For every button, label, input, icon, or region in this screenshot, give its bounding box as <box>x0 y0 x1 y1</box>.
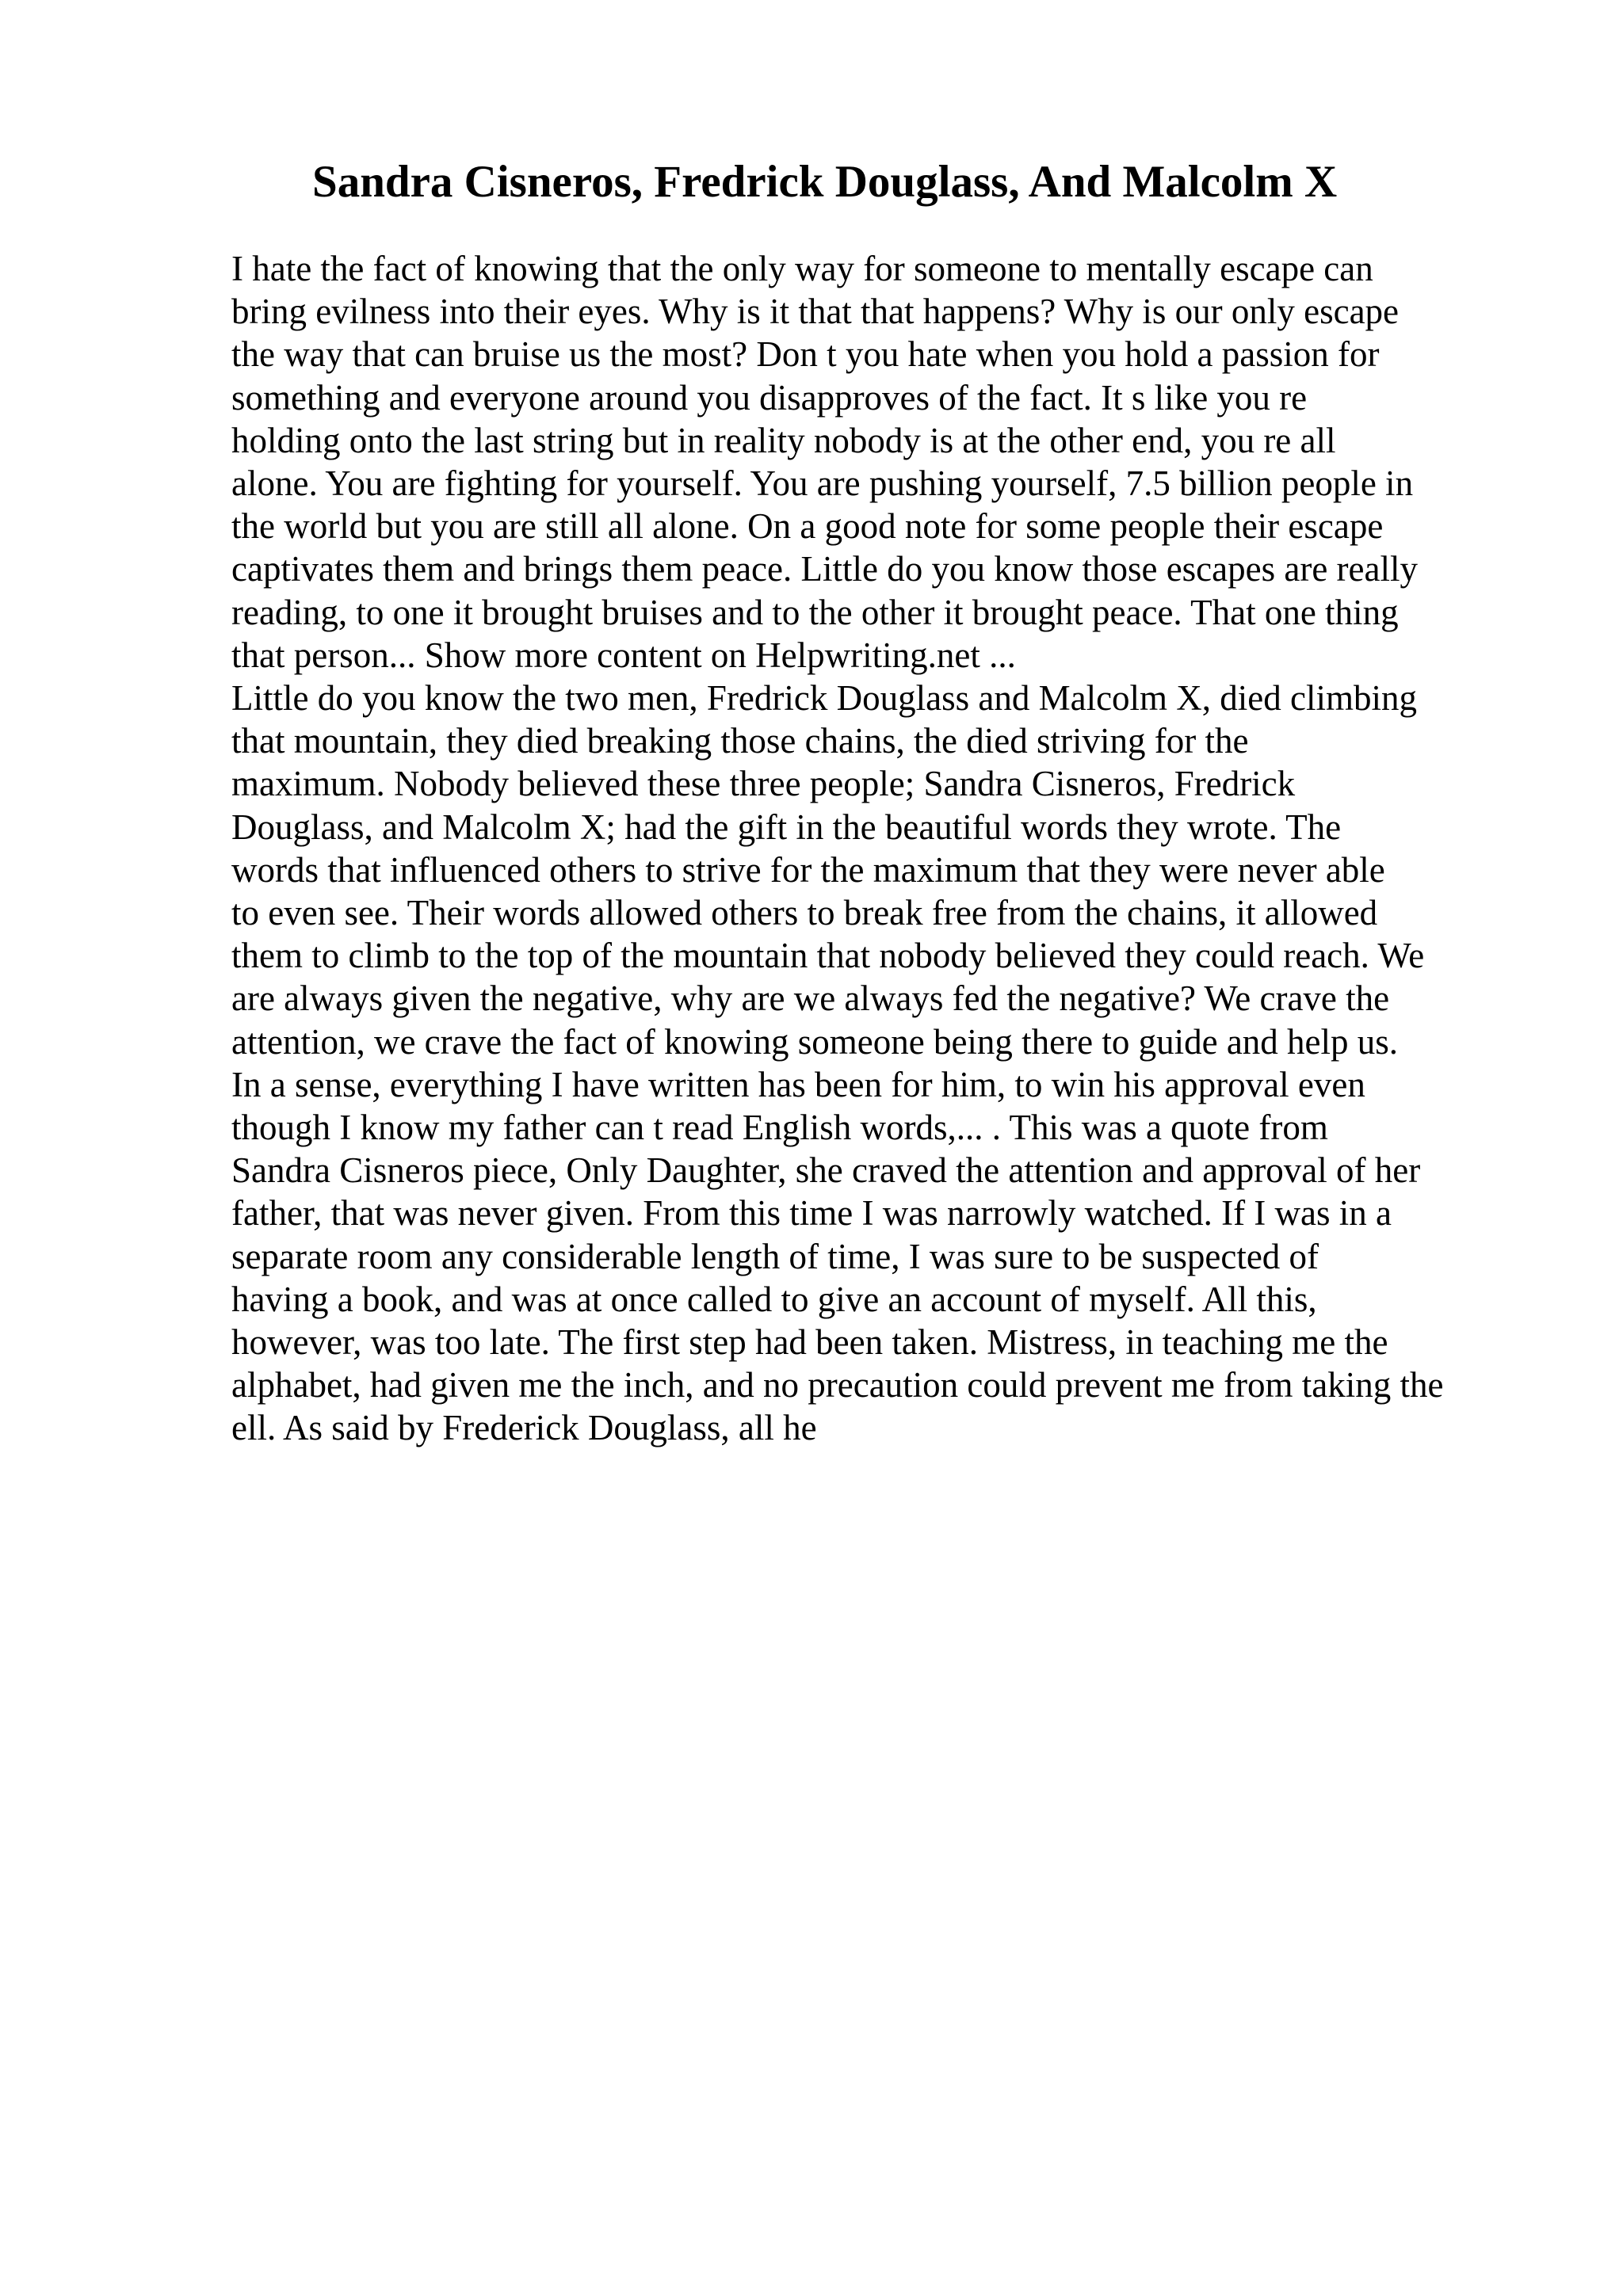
text-line: maximum. Nobody believed these three people; Sandra Cisneros, Fredrick <box>231 764 1296 804</box>
text-line: holding onto the last string but in reality nobody is at the other end, you re all <box>231 420 1336 460</box>
text-line: to even see. Their words allowed others to break free from the chains, it allowed <box>231 893 1378 933</box>
text-line: separate room any considerable length of time, I was sure to be suspected of <box>231 1236 1319 1276</box>
text-line: having a book, and was at once called to give an account of myself. All this, <box>231 1279 1317 1319</box>
text-line: Little do you know the two men, Fredrick Douglass and Malcolm X, died climbing <box>231 678 1418 719</box>
text-line: Douglass, and Malcolm X; had the gift in the beautiful words they wrote. The <box>231 807 1342 847</box>
text-line: words that influenced others to strive for the maximum that they were never able <box>231 849 1385 890</box>
text-line: attention, we crave the fact of knowing someone being there to guide and help us. <box>231 1021 1399 1062</box>
text-line: something and everyone around you disapproves of the fact. It s like you re <box>231 377 1308 418</box>
text-line: bring evilness into their eyes. Why is it that that happens? Why is our only escape <box>231 292 1400 332</box>
text-line: captivates them and brings them peace. Little do you know those escapes are really <box>231 549 1418 589</box>
document-body <box>231 247 1444 1450</box>
text-line: them to climb to the top of the mountain that nobody believed they could reach. We <box>231 936 1425 976</box>
text-line: Sandra Cisneros piece, Only Daughter, she craved the attention and approval of her <box>231 1150 1421 1191</box>
text-line: that mountain, they died breaking those chains, the died striving for the <box>231 721 1249 761</box>
text-line: though I know my father can t read English words,... . This was a quote from <box>231 1108 1328 1148</box>
text-line: the way that can bruise us the most? Don t you hate when you hold a passion for <box>231 334 1380 375</box>
text-line: alphabet, had given me the inch, and no precaution could prevent me from taking the <box>231 1365 1444 1405</box>
text-line: In a sense, everything I have written has been for him, to win his approval even <box>231 1064 1365 1104</box>
text-line: however, was too late. The first step had been taken. Mistress, in teaching me the <box>231 1322 1388 1363</box>
text-line: father, that was never given. From this time I was narrowly watched. If I was in a <box>231 1193 1392 1234</box>
text-line: alone. You are fighting for yourself. You are pushing yourself, 7.5 billion people in <box>231 463 1414 504</box>
text-line: I hate the fact of knowing that the only way for someone to mentally escape can <box>231 249 1373 288</box>
document-title: Sandra Cisneros, Fredrick Douglass, And Malcolm X <box>312 157 1338 207</box>
text-line: reading, to one it brought bruises and to the other it brought peace. That one thing <box>231 592 1399 632</box>
text-line: that person... Show more content on Helpwriting.net ... <box>231 635 1016 675</box>
text-line: ell. As said by Frederick Douglass, all he <box>231 1408 817 1448</box>
text-line: are always given the negative, why are we always fed the negative? We crave the <box>231 978 1390 1019</box>
text-line: the world but you are still all alone. On a good note for some people their escape <box>231 506 1384 547</box>
